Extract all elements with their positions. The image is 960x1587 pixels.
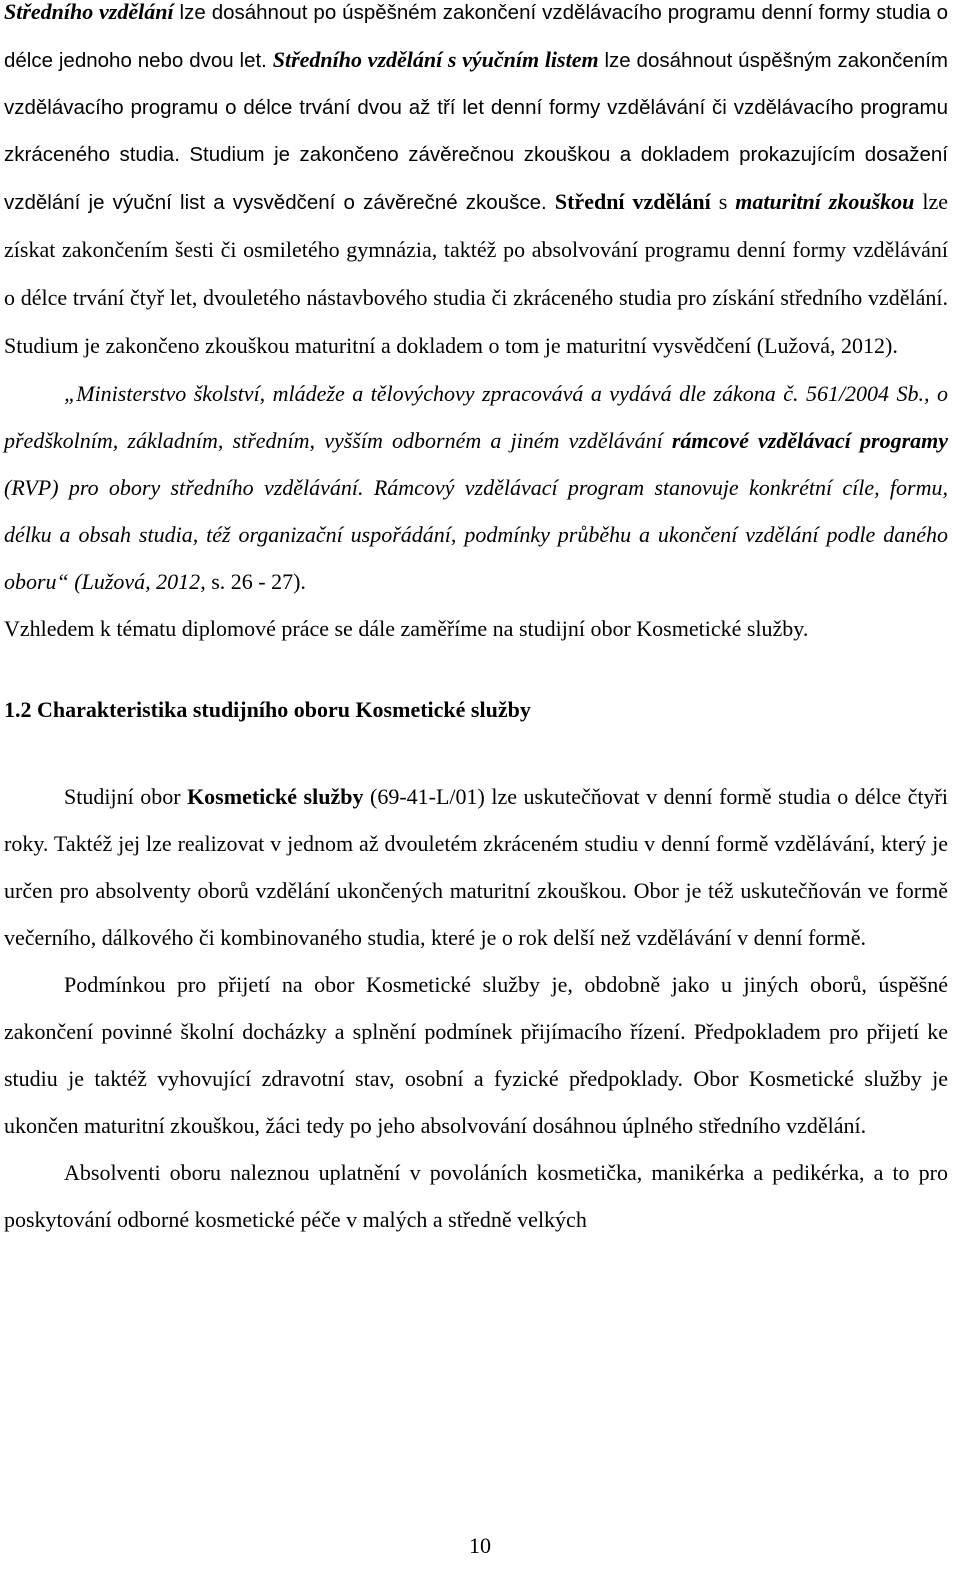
paragraph-secondary-education [4,0,948,370]
term-framework-programs: rámcové vzdělávací programy [671,428,949,453]
section-heading: 1.2 Charakteristika studijního oboru Kosmetické služby [4,697,531,722]
text-run: s [710,189,736,214]
paragraph-focus: Vzhledem k tématu diplomové práce se dále zaměříme na studijní obor Kosmetické služby. [4,616,809,641]
term-vocational-certificate: Středního vzdělání s výučním listem [272,47,599,72]
term-cosmetic-services: Kosmetické služby [187,784,364,809]
term-secondary-education-maturita: Střední vzdělání [554,189,711,214]
quote-run: „Ministerstvo školství, mládeže a tělovýchovy zpracovává a vydává dle zákona č. 561/2004 Sb. [64,381,925,406]
text-run: lze dosáhnout po úspěšném zakončení vzdělávacího programu denní formy studia o délce jednoho nebo dvou let. [4,1,948,72]
text-run: Studijní obor [64,784,188,809]
paragraph-admission: Podmínkou pro přijetí na obor Kosmetické služby je, obdobně jako u jiných oborů, úspěšné zakončení povinné školní docházky a splnění podmínek přijímacího řízení. Předpokladem pro přijetí ke studiu je taktéž vyhovující zdravotní stav, osobní a fyzické předpoklady. Obor Kosmetické služby je ukončen maturitní zkouškou, žáci tedy po jeho absolvování dosáhnou úplného středního vzdělání. [4,972,948,1138]
page-number: 10 [469,1533,491,1558]
term-maturita-exam: maturitní zkouškou [735,189,915,214]
paragraph-graduates: Absolventi oboru naleznou uplatnění v povoláních kosmetička, manikérka a pedikérka, a to pro poskytování odborné kosmetické péče v malých a středně velkých [4,1160,948,1232]
quote-run: (RVP) pro obory středního vzdělávání. Rámcový vzdělávací program stanovuje konkrétní cíle, formu, délku a obsah studia, též organizační uspořádání, podmínky průběhu a ukončení vzdělání podle daného oboru“ (Lužová, 2012 [4,475,948,594]
text-run: (69-41-L/01) lze uskutečňovat v denní formě studia o délce čtyři roky. Taktéž jej lze realizovat v jednom až dvouletém zkráceném studiu v denní formě vzdělávání, který je určen pro absolventy oborů vzdělání ukončených maturitní zkouškou. Obor je též uskutečňován ve formě večerního, dálkového či kombinovaného studia, které je o rok delší než vzdělávání v denní formě. [4,784,948,950]
quote-run: , o předškolním, základním, středním, vyšším odborném a jiném vzdělávání [4,381,948,453]
text-run: lze dosáhnout úspěšným zakončením vzdělávacího programu o délce trvání dvou až tří let denní formy vzdělávání či vzdělávacího programu zkráceného studia. Studium je zakončeno závěrečnou zkouškou a dokladem prokazujícím dosažení vzdělání je výuční list a vysvědčení o závěrečné zkoušce. [4,49,949,214]
text-run: lze získat zakončením šesti či osmiletého gymnázia, taktéž po absolvování programu denní formy vzdělávání o délce trvání čtyř let, dvouletého nástavbového studia či zkráceného studia pro získání středního vzdělání. Studium je zakončeno zkouškou maturitní a dokladem o tom je maturitní vysvědčení (Lužová, 2012). [4,189,949,358]
citation-pages: , s. 26 - 27). [200,569,306,594]
term-secondary-education: Středního vzdělání [4,0,174,24]
paragraph-study-field [4,773,948,961]
paragraph-quote-rvp [4,370,948,605]
